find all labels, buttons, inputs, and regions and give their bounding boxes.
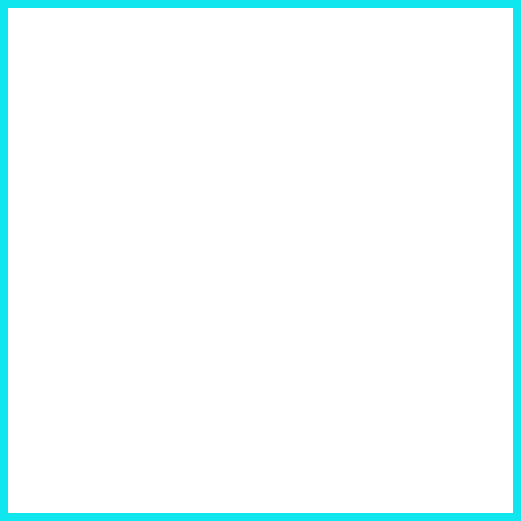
page-footer xyxy=(112,488,120,494)
document-page xyxy=(8,8,513,513)
